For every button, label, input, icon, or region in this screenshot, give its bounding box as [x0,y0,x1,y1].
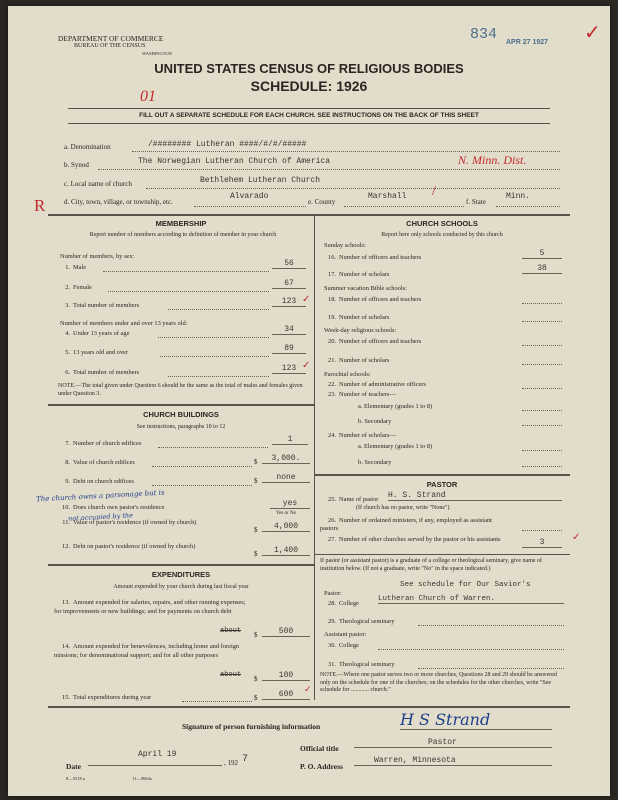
q27-label: Number of other churches served by the pastor or his assistants [339,536,501,543]
q24-label: Number of scholars— [339,432,396,439]
q21-row: 21. Number of scholars [328,357,390,364]
members-by-sex-label: Number of members, by sex: [60,253,135,260]
q22-row: 22. Number of administrative officers [328,381,427,388]
q14-value: 100 [262,671,310,681]
q23-row: 23. Number of teachers— [328,391,396,398]
q23-label: Number of teachers— [339,391,396,398]
q18-row: 18. Number of officers and teachers [328,296,422,303]
age-intro-label: Number of members under and over 13 years old: [60,320,188,327]
q26-label: Number of ordained ministers, if any, employed as assistant pastors [320,517,492,532]
q14-dollar: $ [254,675,258,683]
q14-label: Amount expended for benevolences, including home and foreign missions; for denominational support; and for all other purposes [54,643,240,659]
pastor-sub-label: Pastor: [324,590,342,597]
q30-label: College [339,642,359,649]
q10-label: Does church own pastor's residence [73,504,165,511]
department-label: DEPARTMENT OF COMMERCE [58,34,164,43]
year-suffix: 7 [242,754,249,765]
form-title: UNITED STATES CENSUS OF RELIGIOUS BODIES [154,61,464,76]
q16-label: Number of officers and teachers [339,254,422,261]
q19-label: Number of scholars [339,314,390,321]
q5-value: 89 [272,344,306,354]
q7-row: 7. Number of church edifices [65,440,142,447]
local-name-value: Bethlehem Lutheran Church [200,176,321,185]
q6-check: ✓ [302,360,311,371]
q10-value: yes [270,499,310,509]
hand-mark-01: 01 [140,88,156,105]
official-title-value: Pastor [354,738,552,748]
q6-label: Total number of members [73,369,140,376]
q25-label: Name of pastor [339,496,379,503]
synod-district-hand: N. Minn. Dist. [458,153,527,167]
form-number: 8—5518 a [66,776,85,781]
pastor-heading: PASTOR [426,480,458,489]
q27-value: 3 [522,538,562,548]
q12-value: 1,400 [262,546,310,556]
q25-value: H. S. Strand [388,491,562,501]
schools-intro: Report here only schools conducted by this church [381,232,503,238]
q10-row: 10. Does church own pastor's residence [62,504,165,511]
county-slash-mark: / [432,184,436,199]
bureau-label: BUREAU OF THE CENSUS [74,43,146,49]
q4-value: 34 [272,325,306,335]
q13-value: 500 [262,627,310,637]
parsonage-hand-note-1: The church owns a parsonage but is [35,488,165,504]
expenditures-heading: EXPENDITURES [151,570,211,579]
signature-value: H S Strand [400,710,552,730]
date-value: April 19 [88,742,222,766]
stamp-date: APR 27 1927 [506,39,549,46]
q11-dollar: $ [254,526,258,534]
margin-mark-r: R [34,196,46,215]
q6-value: 123 [272,364,306,374]
po-address-value: Warren, Minnesota [354,756,552,766]
q2-label: Female [73,284,92,291]
signature-label: Signature of person furnishing information [182,722,321,731]
census-schedule-sheet [8,6,610,796]
county-label: e. County [308,198,336,206]
weekday-schools-label: Week-day religious schools: [324,327,397,334]
q14-about-note: about [220,671,242,679]
denomination-label: a. Denomination [64,143,111,151]
q27-row: 27. Number of other churches served by the pastor or his assistants [328,536,501,543]
denomination-value: /######## Lutheran ####/#/#/##### [148,140,307,149]
q2-row: 2. Female [65,284,92,291]
local-name-label: c. Local name of church [64,180,132,188]
q18-label: Number of officers and teachers [339,296,422,303]
summer-schools-label: Summer vacation Bible schools: [324,285,407,292]
city-town-label: d. City, town, village, or township, etc. [64,198,173,206]
q8-value: 3,000. [262,454,310,464]
q20-row: 20. Number of officers and teachers [328,338,422,345]
q23a-label: a. Elementary (grades 1 to 8) [358,403,433,410]
q3-value: 123 [272,297,306,307]
q5-label: 13 years old and over [73,349,129,356]
q2-value: 67 [272,279,306,289]
q13-about-note: about [220,627,242,635]
sunday-schools-label: Sunday schools: [324,242,366,249]
assistant-pastor-label: Assistant pastor: [324,631,367,638]
parsonage-hand-note-2: not occupied by the [67,511,134,523]
po-address-label: P. O. Address [300,762,343,771]
q31-label: Theological seminary [339,661,395,668]
q5-row: 5. 13 years old and over [65,349,129,356]
q4-row: 4. Under 13 years of age [65,330,130,337]
q29-label: Theological seminary [339,618,395,625]
q28-label: College [339,600,359,607]
q15-check: ✓ [304,684,312,694]
state-value: Minn. [506,192,531,201]
q15-label: Total expenditures during year [73,694,152,701]
q28-value-line1: See schedule for Our Savior's [400,581,531,589]
q8-dollar: $ [254,458,258,466]
form-number-2: 11—9664x [132,776,153,781]
q25-row: 25. Name of pastor [328,496,379,503]
state-label: f. State [466,198,486,206]
schools-heading: CHURCH SCHOOLS [406,219,478,228]
q9-value: none [262,473,310,483]
q20-label: Number of officers and teachers [339,338,422,345]
q3-label: Total number of members [73,302,140,309]
q3-check: ✓ [302,294,311,305]
q27-check: ✓ [572,532,581,543]
county-value: Marshall [368,192,407,201]
q7-value: 1 [272,435,308,445]
q1-value: 56 [272,259,306,269]
check-mark: ✓ [584,22,601,44]
q8-row: 8. Value of church edifices [65,459,135,466]
fill-instruction: FILL OUT A SEPARATE SCHEDULE FOR EACH CHURCH. SEE INSTRUCTIONS ON THE BACK OF THIS SHEET [139,112,479,119]
q9-label: Debt on church edifices [73,478,134,485]
q8-label: Value of church edifices [73,459,135,466]
q12-row: 12. Debt on pastor's residence (if owned by church) [62,543,196,550]
expenditures-sub: Amount expended by your church during last fiscal year [113,584,249,590]
q1-label: Male [73,264,87,271]
q28-value-line2: Lutheran Church of Warren. [378,595,564,604]
q17-label: Number of scholars [339,271,390,278]
q16-value: 5 [522,249,562,259]
q13-label: Amount expended for salaries, repairs, and other running expenses; for improvements or new buildings; and for payments on church debt [54,599,246,615]
parochial-schools-label: Parochial schools: [324,371,371,378]
q28-row: 28. College [328,600,359,607]
q26-row: 26. Number of ordained ministers, if any, employed as assistant pastors [320,517,492,532]
q21-label: Number of scholars [339,357,390,364]
q19-row: 19. Number of scholars [328,314,390,321]
q11-row: 11. Value of pastor's residence (if owned by church) [62,519,197,526]
q9-dollar: $ [254,477,258,485]
stamp-number: 834 [470,26,498,43]
yes-no-hint: Yes or No [276,511,297,516]
official-title-label: Official title [300,744,339,753]
q24-row: 24. Number of scholars— [328,432,396,439]
q17-row: 17. Number of scholars [328,271,390,278]
q9-row: 9. Debt on church edifices [65,478,134,485]
q15-value: 600 [262,690,310,700]
city-label: WASHINGTON [142,51,172,56]
q11-label: Value of pastor's residence (if owned by church) [73,519,197,526]
membership-note: NOTE.—The total given under Question 6 should be the same as the total of males and females given under Question 3. [58,383,303,397]
q31-row: 31. Theological seminary [328,661,395,668]
q6-row: 6. Total number of members [65,369,140,376]
synod-value: The Norwegian Lutheran Church of America [138,157,331,166]
q17-value: 38 [522,264,562,274]
membership-heading: MEMBERSHIP [155,219,207,228]
q22-label: Number of administrative officers [339,381,427,388]
q25-note: (If church has no pastor, write "None") [356,505,450,511]
pastor-note: NOTE.—Where one pastor serves two or more churches, Questions 28 and 29 should be answered only on the schedule for one of the churches; on the schedules for the other churches, write "See schedule for ............ church." [320,672,557,693]
buildings-heading: CHURCH BUILDINGS [143,410,219,419]
q12-dollar: $ [254,550,258,558]
q24b-label: b. Secondary [358,459,392,466]
q30-row: 30. College [328,642,359,649]
q24a-label: a. Elementary (grades 1 to 8) [358,443,433,450]
q13-dollar: $ [254,631,258,639]
date-label: Date [66,762,81,771]
q15-row: 15. Total expenditures during year [62,694,152,701]
membership-intro: Report number of members according to definition of member in your church [89,232,277,238]
q12-label: Debt on pastor's residence (if owned by church) [73,543,196,550]
synod-label: b. Synod [64,161,89,169]
buildings-sub: See instructions, paragraphs 10 to 12 [136,424,226,430]
year-prefix: , 192 [224,759,238,767]
city-town-value: Alvarado [230,192,269,201]
q13-row: 13. Amount expended for salaries, repairs, and other running expenses; for improvements or new buildings; and for payments on church debt [54,599,246,615]
graduate-note: If pastor (or assistant pastor) is a graduate of a college or theological seminary, give name of institution below. (If not a graduate, write "No" in the space indicated.) [320,558,543,572]
q11-value: 4,000 [262,522,310,532]
q16-row: 16. Number of officers and teachers [328,254,422,261]
q15-dollar: $ [254,694,258,702]
q1-row: 1. Male [65,264,87,271]
schedule-title: SCHEDULE: 1926 [250,78,368,94]
q7-label: Number of church edifices [73,440,142,447]
q3-row: 3. Total number of members [65,302,140,309]
q4-label: Under 13 years of age [73,330,130,337]
q14-row: 14. Amount expended for benevolences, including home and foreign missions; for denominational support; and for all other purposes [54,643,240,659]
q29-row: 29. Theological seminary [328,618,395,625]
q23b-label: b. Secondary [358,418,392,425]
